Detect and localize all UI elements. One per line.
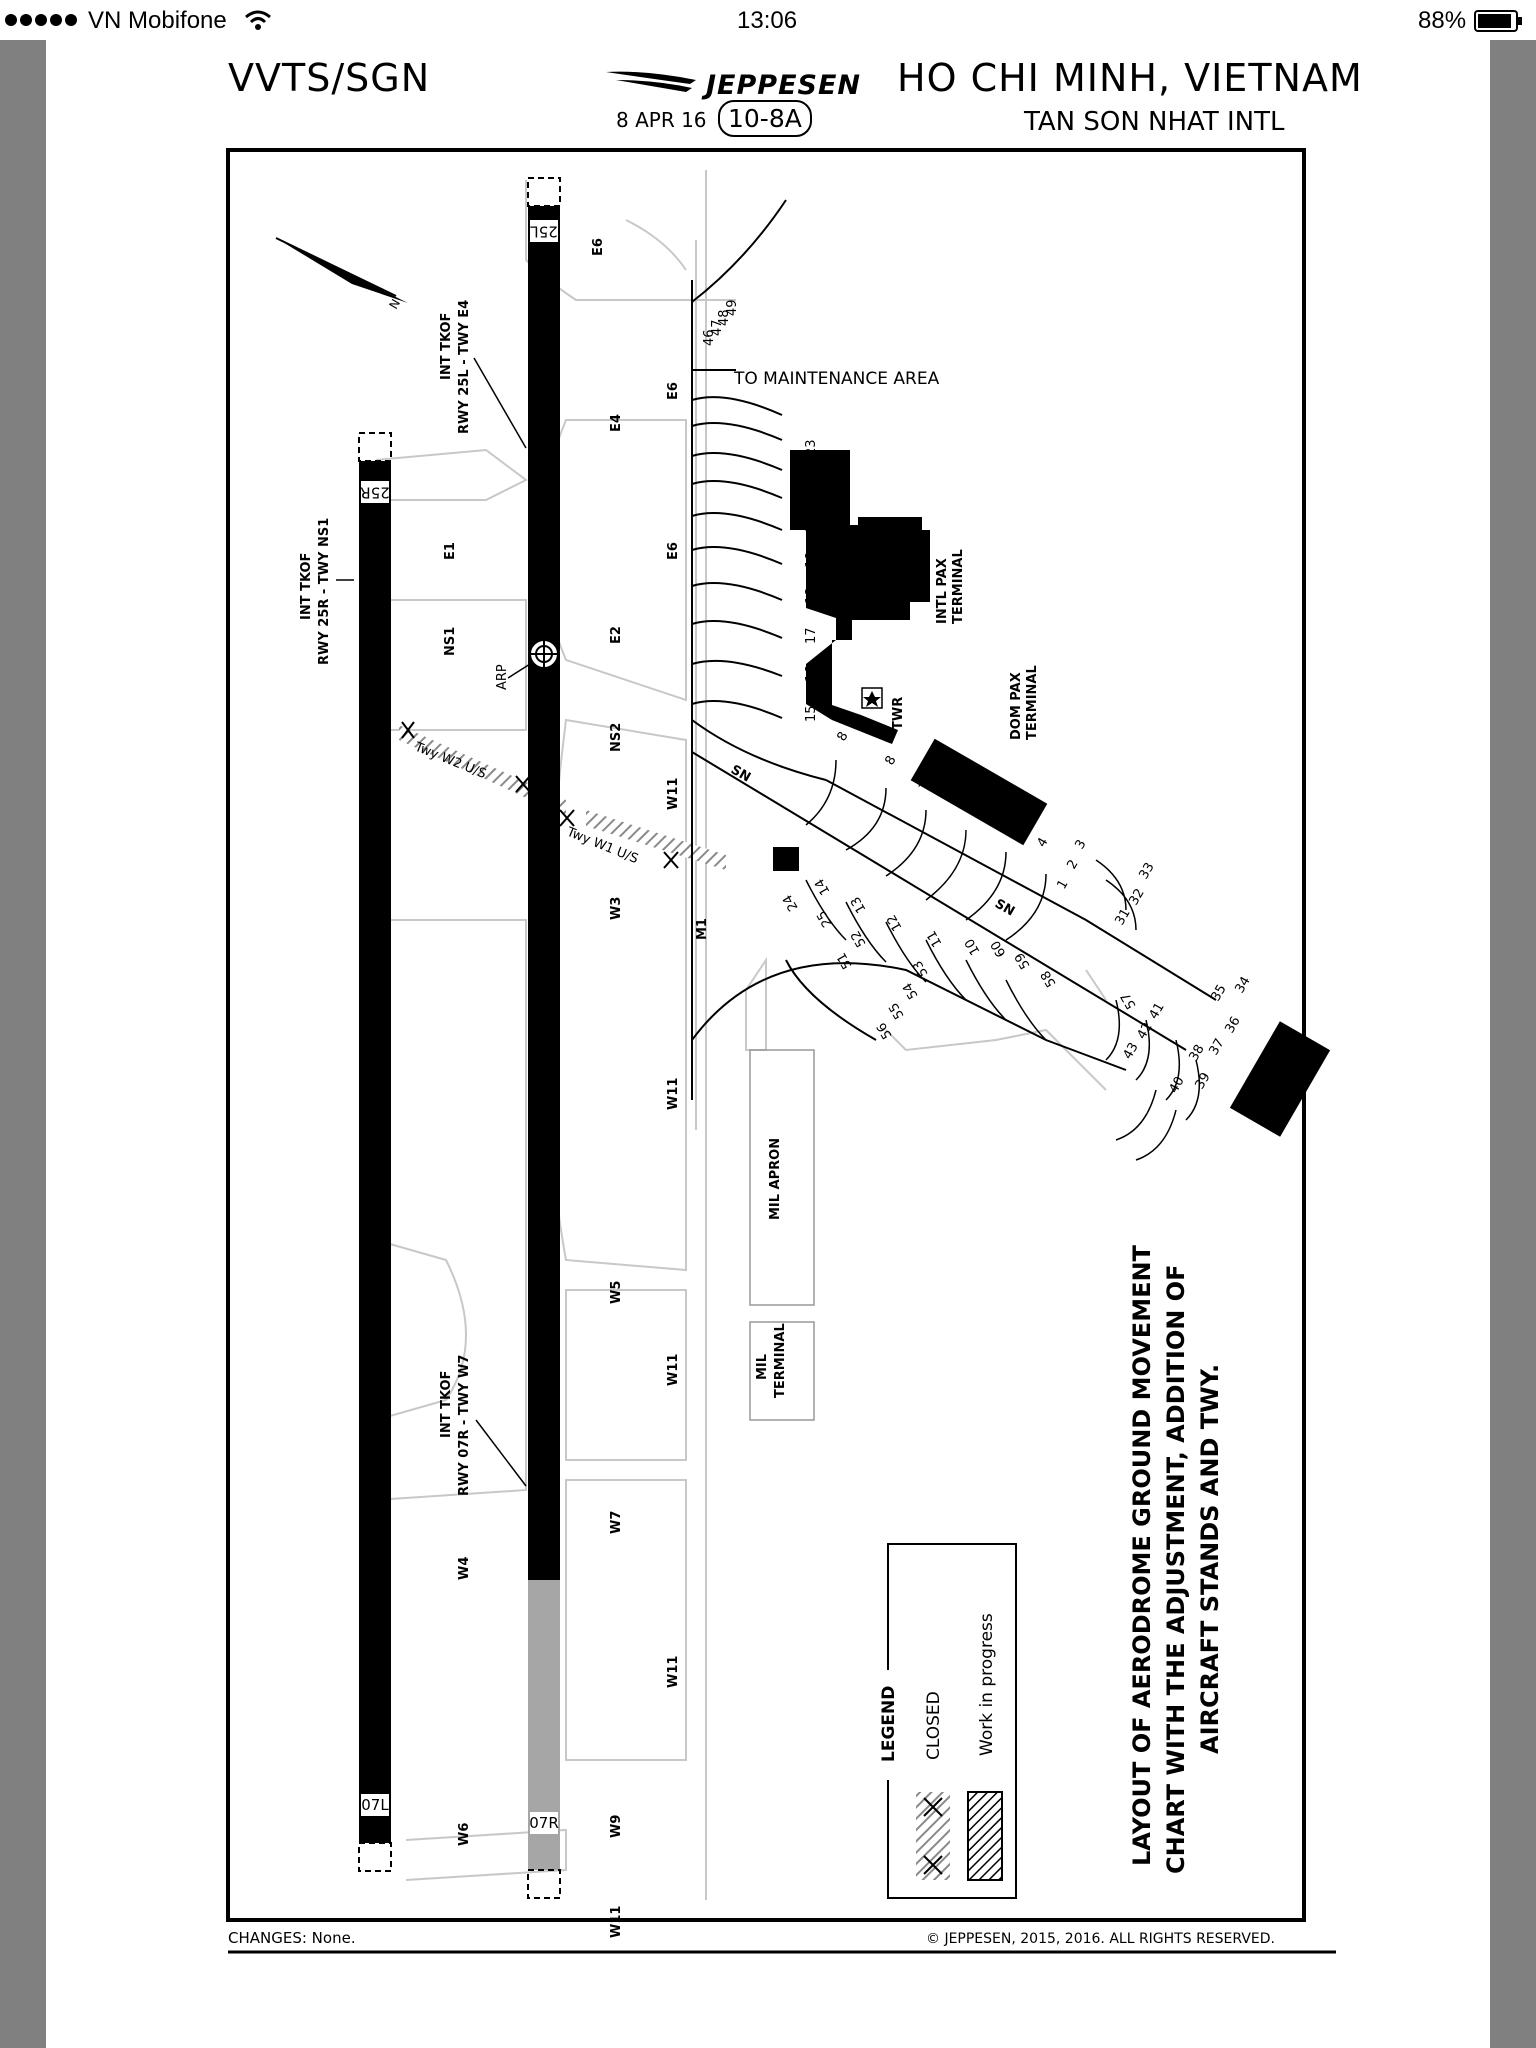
twy-w11-b: W11 [666, 1077, 681, 1110]
twy-e6-b: E6 [666, 542, 681, 560]
chart-number: 10-8A [718, 100, 812, 137]
twy-w11-d: W11 [666, 1655, 681, 1688]
stand-15: 15 [804, 705, 819, 722]
int-tkof-07r-line2: RWY 07R - TWY W7 [457, 1354, 472, 1496]
stand-57: 57 [1118, 989, 1140, 1012]
twy-ns2: NS2 [609, 722, 624, 752]
stand-lines-e6 [692, 200, 1216, 1100]
small-building [773, 847, 799, 871]
twy-w6: W6 [457, 1822, 472, 1846]
mil-terminal-label-1: MIL [755, 1353, 770, 1380]
twy-sn-b: SN [992, 896, 1018, 920]
stand-10: 10 [962, 935, 984, 958]
clock: 13:06 [737, 7, 798, 34]
stand-39: 39 [1192, 1070, 1214, 1092]
copyright: © JEPPESEN, 2015, 2016. ALL RIGHTS RESERVED. [926, 1931, 1275, 1947]
north-label: N [386, 296, 404, 312]
twy-ns1: NS1 [443, 626, 458, 656]
twy-e4: E4 [609, 414, 624, 432]
stand-13: 13 [848, 893, 870, 916]
twr-label: TWR [891, 696, 906, 730]
mil-terminal-label-2: TERMINAL [773, 1323, 788, 1398]
stand-19: 19 [804, 551, 819, 568]
airport-name: TAN SON NHAT INTL [1024, 107, 1285, 137]
stand-22: 22 [804, 463, 819, 480]
battery-icon [1474, 10, 1524, 32]
chart-note [1128, 1244, 1224, 1874]
twy-e1: E1 [443, 542, 458, 560]
twr-symbol [862, 688, 882, 708]
twy-e2: E2 [609, 626, 624, 644]
chart-page [46, 40, 1490, 2048]
stand-6: 6 [958, 799, 976, 814]
twy-w7: W7 [609, 1510, 624, 1534]
int-tkof-25r-line2: RWY 25R - TWY NS1 [317, 517, 332, 665]
runway-25r-07l [359, 461, 391, 1843]
runway-label-25l: 25L [530, 222, 558, 241]
stand-53: 53 [910, 957, 932, 980]
stand-4: 4 [1034, 835, 1052, 850]
signal-dots-icon [4, 12, 80, 28]
stand-52: 52 [848, 927, 870, 950]
twy-w11-e: W11 [609, 1905, 624, 1938]
intl-pax-label-1: INTL PAX [935, 558, 950, 624]
twy-w1-us-label: Twy W1 U/S [564, 824, 641, 868]
stand-24: 24 [780, 891, 802, 914]
stand-8a: 8 [834, 729, 852, 744]
stand-38: 38 [1186, 1042, 1208, 1064]
twy-w3: W3 [609, 896, 624, 920]
stand-20: 20 [804, 515, 819, 532]
wifi-icon [244, 9, 272, 31]
runway-25r-07l-threshold-bottom [359, 1843, 391, 1871]
dom-pax-terminal [911, 739, 1048, 846]
int-tkof-25r-line1: INT TKOF [299, 552, 314, 620]
stand-36: 36 [1222, 1014, 1244, 1036]
stand-34: 34 [1232, 974, 1254, 996]
chart-date: 8 APR 16 [616, 108, 707, 132]
intl-pax-label-2: TERMINAL [951, 549, 966, 624]
publisher-name: JEPPESEN [706, 70, 861, 101]
stand-3: 3 [1072, 837, 1090, 852]
runway-label-07r: 07R [529, 1814, 559, 1832]
remote-building [1230, 1021, 1330, 1137]
twy-w4: W4 [457, 1556, 472, 1580]
stand-59: 59 [1012, 949, 1034, 972]
twy-w11-c: W11 [666, 1353, 681, 1386]
city-name: HO CHI MINH, VIETNAM [897, 56, 1363, 100]
legend-wip-swatch [968, 1792, 1002, 1880]
legend-closed-swatch [916, 1792, 950, 1880]
mil-apron-label: MIL APRON [768, 1137, 783, 1220]
twy-e6-top: E6 [591, 238, 606, 256]
stand-35: 35 [1208, 982, 1230, 1004]
twy-w5: W5 [609, 1280, 624, 1304]
stand-2: 2 [1064, 857, 1082, 872]
stand-43: 43 [1120, 1040, 1142, 1062]
status-bar [0, 0, 1536, 40]
twy-w2-us-label: Twy W2 U/S [412, 739, 489, 783]
stand-51: 51 [834, 949, 856, 972]
stand-41: 41 [1146, 1000, 1168, 1022]
stand-18: 18 [804, 587, 819, 604]
carrier-name: VN Mobifone [88, 7, 227, 34]
stand-11: 11 [924, 927, 946, 950]
stand-54: 54 [900, 979, 922, 1002]
stand-48: 48 [717, 309, 732, 326]
stand-42: 42 [1134, 1020, 1156, 1042]
to-maintenance-label: TO MAINTENANCE AREA [734, 369, 940, 389]
twy-e6-a: E6 [666, 382, 681, 400]
stand-40: 40 [1166, 1074, 1188, 1096]
arp-symbol [530, 640, 558, 668]
legend [878, 1544, 1016, 1898]
twy-w11-a: W11 [666, 777, 681, 810]
stand-21: 21 [804, 489, 819, 506]
stand-60: 60 [988, 937, 1010, 960]
runway-25l-07r [528, 206, 560, 1580]
int-tkof-25l-line1: INT TKOF [439, 312, 454, 380]
stand-7: 7 [916, 779, 934, 794]
runway-25l-07r-threshold-top [528, 178, 560, 206]
stand-47: 47 [710, 319, 725, 336]
runway-25l-07r-threshold-bottom [528, 1870, 560, 1898]
stand-55: 55 [886, 999, 908, 1022]
twy-w9: W9 [609, 1814, 624, 1838]
dom-pax-label-1: DOM PAX [1009, 672, 1024, 740]
stand-1: 1 [1054, 877, 1072, 892]
note-line-1: LAYOUT OF AERODROME GROUND MOVEMENT [1128, 1245, 1156, 1866]
changes-note: CHANGES: None. [228, 1929, 356, 1947]
stand-16: 16 [804, 665, 819, 682]
runway-label-25r: 25R [360, 483, 390, 502]
twy-sn-a: SN [728, 762, 754, 786]
twy-m1: M1 [695, 918, 710, 940]
int-tkof-07r-line1: INT TKOF [439, 1370, 454, 1438]
dom-pax-label-2: TERMINAL [1025, 665, 1040, 740]
stand-37: 37 [1206, 1036, 1228, 1058]
stand-56: 56 [874, 1019, 896, 1042]
stand-numbers [702, 299, 1254, 1096]
stand-31: 31 [1112, 906, 1134, 928]
stand-49: 49 [725, 299, 740, 316]
stand-46: 46 [702, 329, 717, 346]
int-tkof-25l-line2: RWY 25L - TWY E4 [457, 299, 472, 434]
stand-23: 23 [804, 439, 819, 456]
aerodrome-chart [46, 40, 1490, 2048]
runway-label-07l: 07L [361, 1796, 389, 1814]
stand-32: 32 [1126, 886, 1148, 908]
stand-8b: 8 [882, 753, 900, 768]
runway-25r-07l-threshold-top [359, 433, 391, 461]
stand-14: 14 [812, 875, 834, 898]
stand-12: 12 [884, 911, 906, 934]
stand-17: 17 [804, 627, 819, 644]
stand-25: 25 [814, 907, 836, 930]
battery-percent: 88% [1418, 7, 1467, 34]
airport-code: VVTS/SGN [228, 56, 431, 100]
legend-wip-label: Work in progress [977, 1613, 997, 1756]
legend-title: LEGEND [879, 1685, 899, 1762]
stand-33: 33 [1136, 860, 1158, 882]
stand-5: 5 [994, 817, 1012, 832]
north-arrow-icon [276, 238, 408, 303]
stand-58: 58 [1038, 967, 1060, 990]
note-line-2: CHART WITH THE ADJUSTMENT, ADDITION OF [1162, 1264, 1190, 1874]
note-line-3: AIRCRAFT STANDS AND TWY. [1196, 1363, 1224, 1754]
arp-label: ARP [495, 664, 510, 690]
legend-closed-label: CLOSED [924, 1691, 944, 1760]
